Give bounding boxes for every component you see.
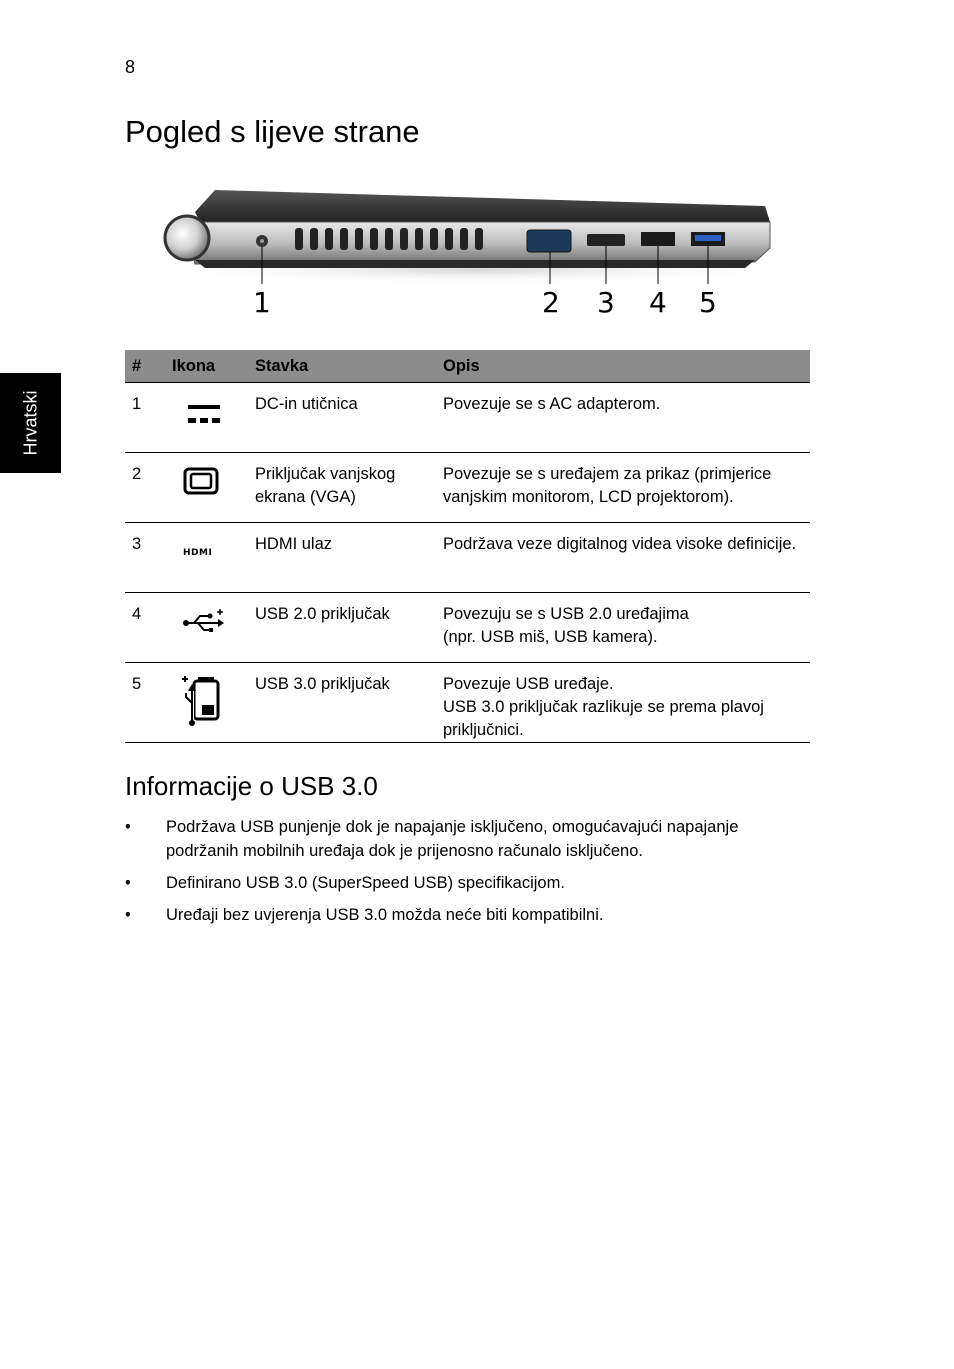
bullet-dot: •: [125, 818, 131, 836]
row-num: 3: [125, 523, 172, 593]
usb-info-list: [125, 815, 815, 935]
header-item: Stavka: [255, 350, 443, 383]
list-item: [125, 871, 815, 895]
row-desc: [443, 383, 810, 453]
list-item: [125, 815, 815, 863]
table-header-row: [125, 350, 810, 383]
row-item: Priključak vanjskog ekrana (VGA): [255, 453, 443, 523]
row-num: 1: [125, 383, 172, 453]
callout-2: 2: [542, 286, 560, 319]
row-desc: [443, 663, 810, 743]
callout-3: 3: [597, 286, 615, 319]
list-item-text: Definirano USB 3.0 (SuperSpeed USB) specifikacijom.: [166, 874, 565, 892]
row-desc-line: Povezuju se s USB 2.0 uređajima: [443, 605, 689, 623]
header-num: #: [125, 350, 172, 383]
table-row: [125, 663, 810, 743]
bullet-dot: •: [125, 906, 131, 924]
usb-section-title: Informacije o USB 3.0: [125, 771, 378, 801]
list-item-text: Uređaji bez uvjerenja USB 3.0 možda neće biti kompatibilni.: [166, 906, 604, 924]
side-tab-label: Hrvatski: [20, 390, 40, 456]
page-number: 8: [125, 57, 136, 77]
table-row: [125, 453, 810, 523]
usb-charge-icon: [172, 671, 232, 731]
header-icon: Ikona: [172, 350, 255, 383]
table-row: [125, 383, 810, 453]
row-desc-line: Povezuje se s uređajem za prikaz (primjerice vanjskim monitorom, LCD projektorom).: [443, 465, 772, 506]
row-icon-cell: [172, 383, 255, 453]
row-icon-cell: [172, 523, 255, 593]
page-title: Pogled s lijeve strane: [125, 114, 420, 149]
callout-5: 5: [699, 286, 717, 319]
table-row: [125, 593, 810, 663]
vga-icon: [172, 461, 232, 511]
row-desc-line: Povezuje se s AC adapterom.: [443, 395, 661, 413]
list-item: [125, 903, 815, 927]
row-item: USB 2.0 priključak: [255, 593, 443, 663]
row-num: 5: [125, 663, 172, 743]
table-row: [125, 523, 810, 593]
callout-4: 4: [649, 286, 667, 319]
row-num: 2: [125, 453, 172, 523]
row-icon-cell: [172, 663, 255, 743]
row-desc-line: (npr. USB miš, USB kamera).: [443, 628, 658, 646]
row-item: USB 3.0 priključak: [255, 663, 443, 743]
row-desc-line: USB 3.0 priključak razlikuje se prema plavoj priključnici.: [443, 698, 764, 739]
usb-icon: [172, 601, 232, 651]
hdmi-icon: [172, 531, 232, 581]
list-item-text: Podržava USB punjenje dok je napajanje isključeno, omogućavajući napajanje podržanih mobilnih uređaja dok je prijenosno računalo isključeno.: [166, 818, 739, 860]
language-side-tab: [0, 373, 61, 473]
row-desc: [443, 453, 810, 523]
row-num: 4: [125, 593, 172, 663]
header-desc: Opis: [443, 350, 810, 383]
row-icon-cell: [172, 453, 255, 523]
row-desc-line: Povezuje USB uređaje.: [443, 675, 614, 693]
row-desc: [443, 593, 810, 663]
row-desc: [443, 523, 810, 593]
row-icon-cell: [172, 593, 255, 663]
dc-in-icon: [172, 391, 232, 441]
hdmi-icon-text: HDMI: [183, 548, 213, 558]
ports-table: [125, 350, 810, 743]
row-desc-line: Podržava veze digitalnog videa visoke definicije.: [443, 535, 797, 553]
row-item: HDMI ulaz: [255, 523, 443, 593]
bullet-dot: •: [125, 874, 131, 892]
row-item: DC-in utičnica: [255, 383, 443, 453]
callout-1: 1: [253, 286, 271, 319]
